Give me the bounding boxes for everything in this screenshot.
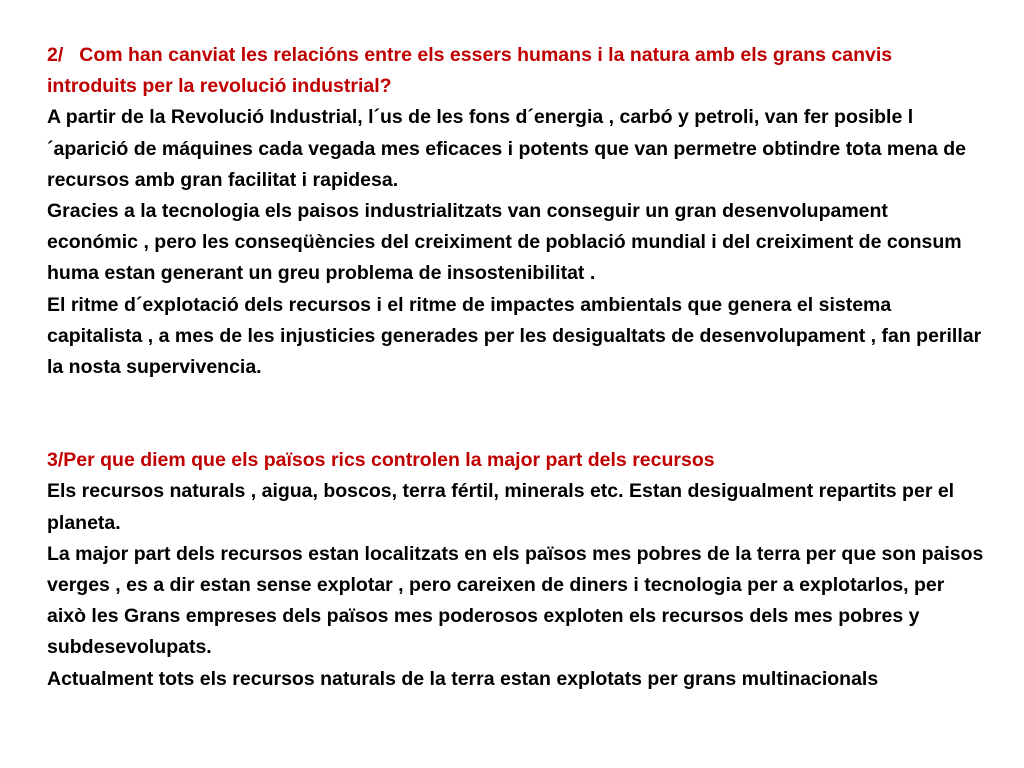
- answer-2-paragraph-3: El ritme d´explotació dels recursos i el ritme de impactes ambientals que genera el sistema capitalista , a mes de les injusticies generades per les desigualtats de desenvolupament , fan perillar la nosta supervivencia.: [47, 293, 982, 379]
- answer-3-paragraph-3: Actualment tots els recursos naturals de la terra estan explotats per grans multinacionals: [47, 667, 879, 690]
- answer-3-paragraph-1: Els recursos naturals , aigua, boscos, terra fértil, minerals etc. Estan desigualment repartits per el planeta.: [47, 480, 955, 534]
- question-2-text: Com han canviat les relacións entre els essers humans i la natura amb els grans canvis introduits per la revolució industrial?: [47, 44, 893, 98]
- question-2: [47, 40, 984, 102]
- question-3: 3/Per que diem que els països rics controlen la major part dels recursos: [47, 449, 715, 472]
- answer-2-paragraph-1: A partir de la Revolució Industrial, l´us de les fons d´energia , carbó y petroli, van fer posible l´aparició de máquines cada vegada mes eficaces i potents que van permetre obtindre tota mena de recursos amb gran facilitat i rapidesa.: [47, 106, 966, 191]
- section-spacer: [47, 383, 984, 445]
- answer-3-paragraph-2: La major part dels recursos estan localitzats en els països mes pobres de la terra per que son paisos verges , es a dir estan sense explotar , pero careixen de diners i tecnologia per a explotarlos, per això les Grans empreses dels països mes poderosos exploten els recursos dels mes pobres y subdesevolupats.: [47, 542, 984, 659]
- answer-2-paragraph-2: Gracies a la tecnologia els paisos industrialitzats van conseguir un gran desenvolupament económic , pero les conseqüències del creiximent de població mundial i del creiximent de consum huma estan generant un greu problema de insostenibilitat .: [47, 200, 962, 285]
- question-2-number: 2/: [47, 44, 64, 66]
